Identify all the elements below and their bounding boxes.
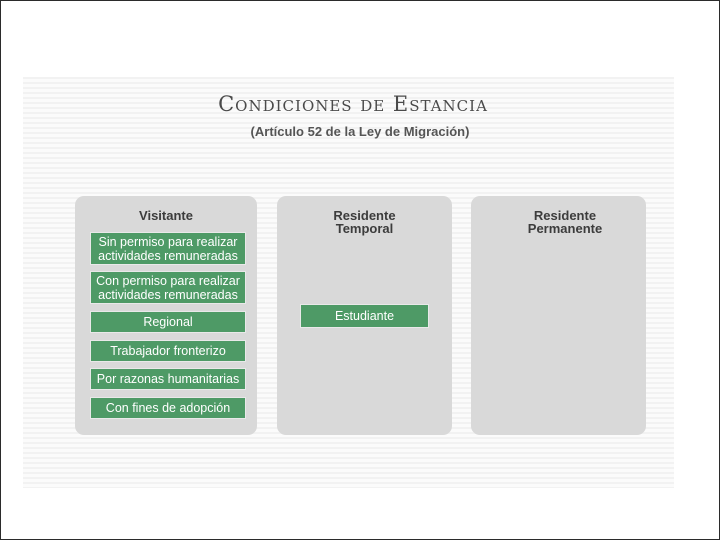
visitante-item-sin-permiso: Sin permiso para realizar actividades remuneradas bbox=[90, 232, 246, 265]
visitante-item-razones-humanitarias: Por razonas humanitarias bbox=[90, 368, 246, 390]
page-subtitle: (Artículo 52 de la Ley de Migración) bbox=[250, 124, 470, 139]
visitante-item-trabajador-fronterizo: Trabajador fronterizo bbox=[90, 340, 246, 362]
visitante-item-regional: Regional bbox=[90, 311, 246, 333]
residente-temporal-item-estudiante: Estudiante bbox=[300, 304, 429, 328]
residente-permanente-panel bbox=[471, 196, 646, 435]
visitante-item-fines-adopcion: Con fines de adopción bbox=[90, 397, 246, 419]
visitante-title: Visitante bbox=[139, 208, 193, 223]
residente-permanente-title: Residente Permanente bbox=[527, 208, 603, 236]
visitante-item-con-permiso: Con permiso para realizar actividades remuneradas bbox=[90, 271, 246, 304]
residente-temporal-title: Residente Temporal bbox=[333, 208, 396, 236]
page-title: Condiciones de Estancia bbox=[218, 92, 488, 116]
